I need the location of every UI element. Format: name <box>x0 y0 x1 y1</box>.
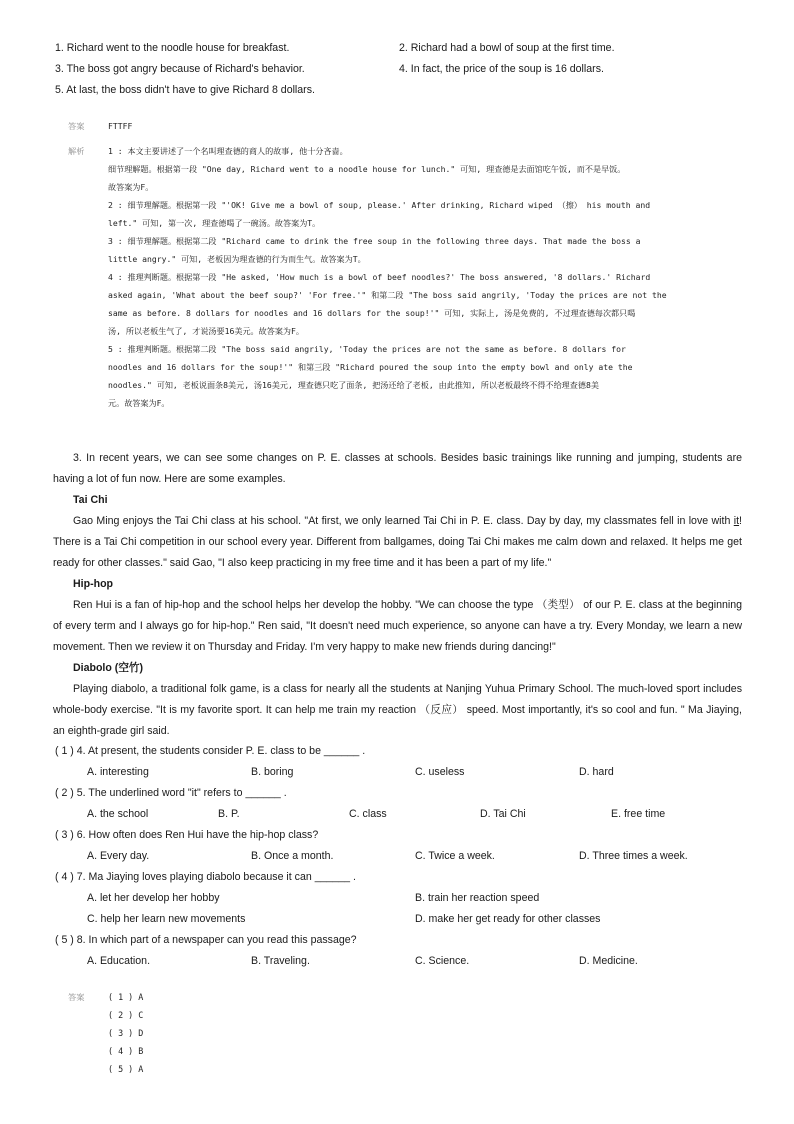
q2-option-b: B. P. <box>218 808 240 820</box>
explanation-line: same as before. 8 dollars for noodles and 16 dollars for the soup!'" 可知, 实际上, 汤是免费的, 不过理查德每次都只喝 <box>108 308 636 318</box>
explanation-line: little angry." 可知, 老板因为理查德的行为而生气。故答案为T。 <box>108 254 366 264</box>
q2-option-c: C. class <box>349 808 387 820</box>
paragraph-diabolo: Playing diabolo, a traditional folk game, is a class for nearly all the students at Nanjing Yuhua Primary School. The much-loved sport includes whole-body exercise. "It is my favorite sport. It can help me train my reaction （反应） speed. Most importantly, it's so cool and fun. " Ma Jiaying, an eighth-grade girl said. <box>53 683 742 737</box>
question-5: ( 5 ) 8. In which part of a newspaper can you read this passage? <box>55 934 357 946</box>
answer-item: ( 1 ) A <box>108 992 144 1002</box>
q5-option-d: D. Medicine. <box>579 955 638 967</box>
q5-option-b: B. Traveling. <box>251 955 310 967</box>
explanation-line: left." 可知, 第一次, 理查德喝了一碗汤。故答案为T。 <box>108 218 321 228</box>
question-4: ( 4 ) 7. Ma Jiaying loves playing diabolo because it can ______ . <box>55 871 356 883</box>
q3-option-a: A. Every day. <box>87 850 150 862</box>
explanation-line: 细节理解题。根据第一段 "One day, Richard went to a noodle house for lunch." 可知, 理查德是去面馆吃午饭, 而不是早饭。 <box>108 164 626 174</box>
q2-option-d: D. Tai Chi <box>480 808 526 820</box>
heading-diabolo: Diabolo (空竹) <box>73 662 144 674</box>
explanation-line: noodles and 16 dollars for the soup!'" 和第三段 "Richard poured the soup into the empty bowl and only ate the <box>108 362 633 372</box>
statement-2: 2. Richard had a bowl of soup at the first time. <box>399 42 615 54</box>
q3-option-c: C. Twice a week. <box>415 850 495 862</box>
q4-option-b: B. train her reaction speed <box>415 892 540 904</box>
q1-option-d: D. hard <box>579 766 614 778</box>
answer-item: ( 4 ) B <box>108 1046 144 1056</box>
q4-option-c: C. help her learn new movements <box>87 913 246 925</box>
explanation-line: 故答案为F。 <box>108 182 154 192</box>
heading-tai-chi: Tai Chi <box>73 494 108 506</box>
q1-option-c: C. useless <box>415 766 465 778</box>
q1-option-a: A. interesting <box>87 766 149 778</box>
explanation-line: 元。故答案为F。 <box>108 398 170 408</box>
explanation-label: 解析 <box>68 146 85 156</box>
q5-option-a: A. Education. <box>87 955 151 967</box>
explanation-line: 3 : 细节理解题。根据第二段 "Richard came to drink the free soup in the following three days. That made the boss a <box>108 236 641 246</box>
passage-intro: 3. In recent years, we can see some changes on P. E. classes at schools. Besides basic trainings like running and jumping, students are having a lot of fun now. Here are some examples. <box>53 452 742 485</box>
paragraph-tai-chi-part1: Gao Ming enjoys the Tai Chi class at his school. "At first, we only learned Tai Chi in P. E. class. Day by day, my classmates fell in love with <box>73 515 734 527</box>
paragraph-tai-chi-part2: ! There is a Tai Chi competition in our school every year. Different from ballgames, doing Tai Chi makes me calm down and relaxed. It helps me get ready for other classes." said Gao, "I also keep practicing in my free time and it has been a part of my life." <box>53 515 742 569</box>
statement-3: 3. The boss got angry because of Richard's behavior. <box>55 63 305 75</box>
q4-option-a: A. let her develop her hobby <box>87 892 220 904</box>
statement-4: 4. In fact, the price of the soup is 16 dollars. <box>399 63 604 75</box>
answer-item: ( 5 ) A <box>108 1064 144 1074</box>
explanation-line: asked again, 'What about the beef soup?' 'For free.'" 和第二段 "The boss said angrily, 'Today the prices are not the <box>108 290 667 300</box>
explanation-line: 5 : 推理判断题。根据第二段 "The boss said angrily, 'Today the prices are not the same as before. 8 dollars for <box>108 344 626 354</box>
q2-option-a: A. the school <box>87 808 149 820</box>
q2-option-e: E. free time <box>611 808 666 820</box>
answer-value: FTTFF <box>108 121 133 131</box>
explanation-line: 1 : 本文主要讲述了一个名叫理查德的商人的故事, 他十分吝啬。 <box>108 146 348 156</box>
q4-option-d: D. make her get ready for other classes <box>415 913 601 925</box>
explanation-line: noodles." 可知, 老板说面条8美元, 汤16美元, 理查德只吃了面条, 把汤还给了老板, 由此推知, 所以老板最终不得不给理查德8美 <box>108 380 599 390</box>
answer-item: ( 3 ) D <box>108 1028 144 1038</box>
statement-1: 1. Richard went to the noodle house for breakfast. <box>55 42 290 54</box>
answer-label-2: 答案 <box>68 992 85 1002</box>
q1-option-b: B. boring <box>251 766 294 778</box>
heading-hip-hop: Hip-hop <box>73 578 114 590</box>
explanation-line: 汤, 所以老板生气了, 才说汤要16美元。故答案为F。 <box>108 326 304 336</box>
question-1: ( 1 ) 4. At present, the students consider P. E. class to be ______ . <box>55 745 366 757</box>
q5-option-c: C. Science. <box>415 955 470 967</box>
paragraph-tai-chi <box>53 511 742 574</box>
statement-5: 5. At last, the boss didn't have to give Richard 8 dollars. <box>55 84 315 96</box>
answer-label: 答案 <box>68 121 85 131</box>
question-2: ( 2 ) 5. The underlined word "it" refers to ______ . <box>55 787 287 799</box>
explanation-line: 2 : 细节理解题。根据第一段 "'OK! Give me a bowl of soup, please.' After drinking, Richard wiped （擦） his mouth and <box>108 200 651 210</box>
explanation-line: 4 : 推理判断题。根据第一段 "He asked, 'How much is a bowl of beef noodles?' The boss answered, '8 dollars.' Richard <box>108 272 651 282</box>
q3-option-b: B. Once a month. <box>251 850 334 862</box>
q3-option-d: D. Three times a week. <box>579 850 688 862</box>
reading-passage <box>53 448 742 742</box>
answer-item: ( 2 ) C <box>108 1010 144 1020</box>
paragraph-hip-hop: Ren Hui is a fan of hip-hop and the school helps her develop the hobby. "We can choose the type （类型） of our P. E. class at the beginning of every term and I always go for hip-hop." Ren said, "It doesn't need much experience, so anyone can have a try. Every Monday, we learn a new movement. Then we review it on Thursday and Friday. I'm very happy to make new friends during dancing!" <box>53 599 742 653</box>
question-3: ( 3 ) 6. How often does Ren Hui have the hip-hop class? <box>55 829 319 841</box>
underlined-word-it: it <box>733 515 740 527</box>
